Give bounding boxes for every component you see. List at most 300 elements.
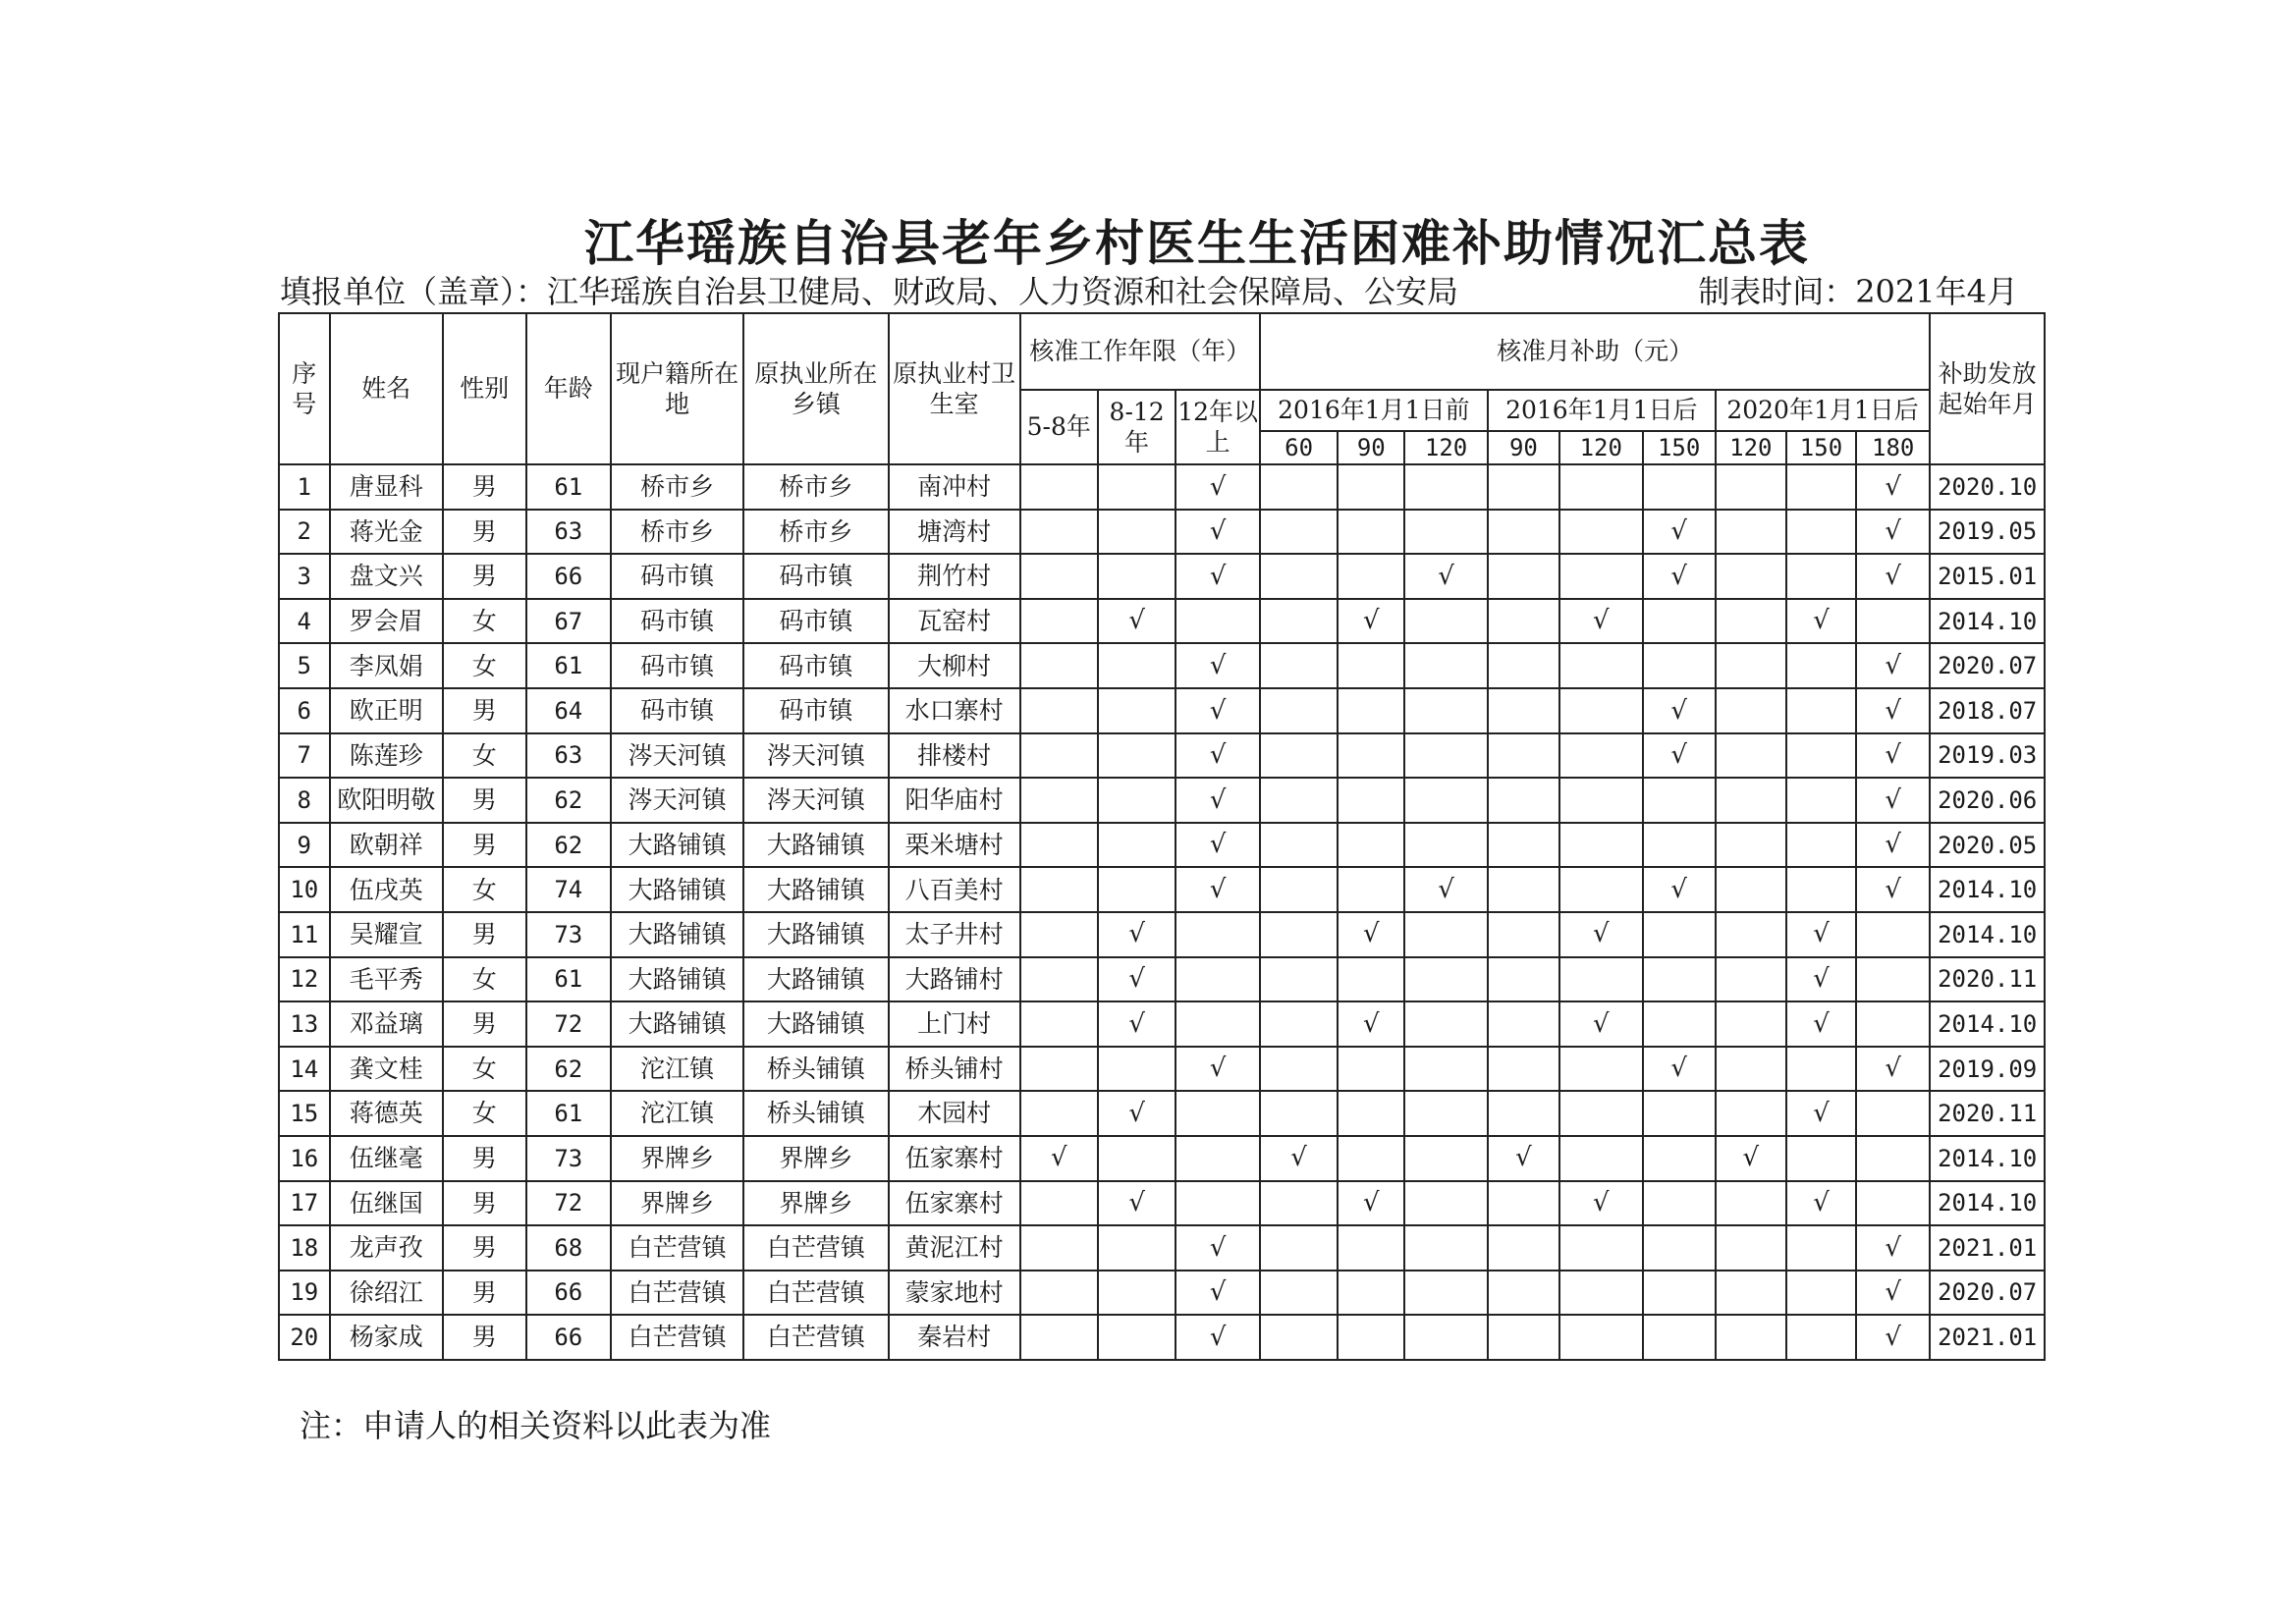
header-amount: 180 [1856,431,1930,464]
check-2016-before [1260,1181,1338,1226]
check-2020-after [1786,1136,1856,1181]
row-name: 李凤娟 [330,643,443,688]
row-start-date: 2019.05 [1930,510,2045,555]
check-2016-before [1404,599,1488,644]
check-2016-after [1559,1136,1643,1181]
row-gender: 男 [443,688,526,733]
reporting-unit: 填报单位（盖章）：江华瑶族自治县卫健局、财政局、人力资源和社会保障局、公安局 [280,273,1459,310]
header-orig-town: 原执业所在乡镇 [743,313,888,464]
check-2020-after: √ [1786,1091,1856,1136]
header-amount: 90 [1488,431,1559,464]
row-name: 毛平秀 [330,957,443,1002]
check-2016-before [1338,1225,1404,1271]
check-2020-after [1716,688,1786,733]
table-row [279,957,2045,1002]
table-row [279,1136,2045,1181]
row-orig-town: 白芒营镇 [743,1271,888,1316]
check-work-years: √ [1175,1225,1260,1271]
check-2016-before [1260,957,1338,1002]
header-wy-8-12: 8-12年 [1098,390,1175,464]
row-start-date: 2020.11 [1930,1091,2045,1136]
check-2016-after [1559,1315,1643,1360]
row-seq: 18 [279,1225,330,1271]
check-2020-after [1786,867,1856,912]
row-start-date: 2014.10 [1930,867,2045,912]
row-start-date: 2020.07 [1930,1271,2045,1316]
row-orig-town: 桥头铺镇 [743,1091,888,1136]
check-2016-before [1404,1091,1488,1136]
row-residence: 沱江镇 [611,1091,743,1136]
check-2020-after: √ [1856,1315,1930,1360]
check-2020-after [1856,1136,1930,1181]
check-work-years: √ [1098,912,1175,957]
check-2020-after: √ [1856,733,1930,779]
table-row [279,1315,2045,1360]
check-2016-after: √ [1643,510,1716,555]
table-row [279,912,2045,957]
check-2016-before: √ [1404,554,1488,599]
row-age: 74 [526,867,612,912]
check-2016-after [1559,867,1643,912]
row-gender: 男 [443,1001,526,1047]
row-orig-clinic: 黄泥江村 [889,1225,1020,1271]
check-2020-after [1856,1181,1930,1226]
row-orig-town: 白芒营镇 [743,1225,888,1271]
check-2016-before [1338,1271,1404,1316]
check-2020-after: √ [1786,1181,1856,1226]
row-orig-clinic: 阳华庙村 [889,778,1020,823]
row-orig-town: 大路铺镇 [743,912,888,957]
row-orig-town: 涔天河镇 [743,778,888,823]
row-name: 邓益璃 [330,1001,443,1047]
header-period-2016-before: 2016年1月1日前 [1260,390,1488,431]
row-orig-town: 码市镇 [743,554,888,599]
check-2016-after: √ [1643,688,1716,733]
check-2020-after [1716,643,1786,688]
check-2016-after [1643,823,1716,868]
row-name: 伍继毫 [330,1136,443,1181]
row-residence: 大路铺镇 [611,912,743,957]
check-2016-before [1260,464,1338,510]
check-2016-before [1260,733,1338,779]
row-residence: 大路铺镇 [611,823,743,868]
check-work-years: √ [1175,464,1260,510]
check-work-years: √ [1175,554,1260,599]
check-work-years [1020,1047,1098,1092]
row-orig-town: 白芒营镇 [743,1315,888,1360]
header-amount: 120 [1404,431,1488,464]
row-gender: 女 [443,733,526,779]
check-2020-after [1716,1001,1786,1047]
check-2016-after [1559,778,1643,823]
check-2016-before [1404,1315,1488,1360]
check-2020-after [1716,778,1786,823]
check-2020-after: √ [1856,1225,1930,1271]
row-seq: 20 [279,1315,330,1360]
row-age: 64 [526,688,612,733]
check-work-years [1020,823,1098,868]
check-2016-before [1260,688,1338,733]
row-orig-town: 界牌乡 [743,1181,888,1226]
check-work-years [1098,1271,1175,1316]
header-gender: 性别 [443,313,526,464]
check-2016-before [1338,1136,1404,1181]
check-2016-after [1488,733,1559,779]
check-work-years: √ [1098,1091,1175,1136]
table-row [279,464,2045,510]
check-2020-after [1716,823,1786,868]
check-2016-after [1643,1136,1716,1181]
check-2020-after: √ [1786,1001,1856,1047]
check-2020-after [1786,1271,1856,1316]
check-work-years [1020,733,1098,779]
row-gender: 男 [443,1315,526,1360]
check-2020-after [1786,554,1856,599]
row-orig-town: 涔天河镇 [743,733,888,779]
check-2016-after [1559,957,1643,1002]
row-name: 欧正明 [330,688,443,733]
row-start-date: 2019.03 [1930,733,2045,779]
row-orig-clinic: 瓦窑村 [889,599,1020,644]
row-residence: 大路铺镇 [611,957,743,1002]
check-work-years [1175,1091,1260,1136]
row-name: 伍继国 [330,1181,443,1226]
check-work-years [1020,688,1098,733]
row-name: 蒋德英 [330,1091,443,1136]
row-start-date: 2014.10 [1930,599,2045,644]
check-work-years [1098,643,1175,688]
table-row [279,510,2045,555]
check-work-years [1020,1225,1098,1271]
check-2020-after: √ [1716,1136,1786,1181]
table-row [279,1225,2045,1271]
row-age: 61 [526,643,612,688]
check-work-years [1098,1136,1175,1181]
row-residence: 界牌乡 [611,1181,743,1226]
row-start-date: 2014.10 [1930,1001,2045,1047]
row-orig-town: 码市镇 [743,688,888,733]
check-work-years [1175,1136,1260,1181]
check-2016-after: √ [1559,1001,1643,1047]
row-name: 吴耀宣 [330,912,443,957]
row-residence: 涔天河镇 [611,733,743,779]
row-seq: 3 [279,554,330,599]
check-2016-after: √ [1559,912,1643,957]
check-2016-before [1260,1315,1338,1360]
row-residence: 码市镇 [611,688,743,733]
row-seq: 14 [279,1047,330,1092]
check-2020-after [1786,823,1856,868]
check-work-years: √ [1175,688,1260,733]
check-work-years [1098,554,1175,599]
check-2020-after: √ [1856,688,1930,733]
document-title: 江华瑶族自治县老年乡村医生生活困难补助情况汇总表 [584,215,1810,272]
check-2020-after [1716,733,1786,779]
row-name: 龚文桂 [330,1047,443,1092]
row-orig-clinic: 秦岩村 [889,1315,1020,1360]
row-age: 66 [526,554,612,599]
check-2016-before [1338,778,1404,823]
check-2020-after [1856,1001,1930,1047]
check-work-years [1098,1047,1175,1092]
check-work-years [1020,643,1098,688]
check-2016-before [1260,823,1338,868]
row-age: 73 [526,1136,612,1181]
check-2020-after [1786,1315,1856,1360]
row-residence: 界牌乡 [611,1136,743,1181]
check-2020-after: √ [1856,823,1930,868]
check-work-years [1020,510,1098,555]
row-seq: 6 [279,688,330,733]
row-orig-town: 大路铺镇 [743,957,888,1002]
table-row [279,733,2045,779]
check-2016-before [1404,1136,1488,1181]
check-2016-before [1260,1225,1338,1271]
check-2016-after: √ [1643,867,1716,912]
row-start-date: 2021.01 [1930,1315,2045,1360]
row-start-date: 2020.07 [1930,643,2045,688]
check-2020-after [1716,599,1786,644]
check-2020-after: √ [1786,599,1856,644]
check-2020-after [1856,1091,1930,1136]
row-seq: 7 [279,733,330,779]
check-2020-after [1786,1047,1856,1092]
row-name: 陈莲珍 [330,733,443,779]
row-name: 罗会眉 [330,599,443,644]
check-2016-after [1559,688,1643,733]
check-2016-before [1338,554,1404,599]
check-work-years: √ [1098,1001,1175,1047]
row-age: 72 [526,1001,612,1047]
check-work-years [1020,1315,1098,1360]
check-2020-after [1716,1225,1786,1271]
check-work-years: √ [1098,599,1175,644]
row-orig-town: 桥市乡 [743,464,888,510]
header-seq: 序号 [279,313,330,464]
row-gender: 男 [443,464,526,510]
check-2016-after [1643,1001,1716,1047]
check-2016-after [1559,464,1643,510]
check-2020-after [1786,1225,1856,1271]
check-2016-before [1260,510,1338,555]
subsidy-summary-table [278,312,2046,1361]
check-2020-after: √ [1856,554,1930,599]
check-2016-after [1643,599,1716,644]
check-2016-after: √ [1643,1047,1716,1092]
row-orig-clinic: 伍家寨村 [889,1181,1020,1226]
row-age: 72 [526,1181,612,1226]
check-2016-before [1404,1181,1488,1226]
row-residence: 白芒营镇 [611,1315,743,1360]
row-start-date: 2014.10 [1930,912,2045,957]
check-2016-before [1404,1225,1488,1271]
check-work-years [1098,733,1175,779]
check-2020-after: √ [1856,1047,1930,1092]
check-2016-before: √ [1338,912,1404,957]
row-age: 61 [526,957,612,1002]
row-gender: 男 [443,1136,526,1181]
check-2016-before [1338,867,1404,912]
footnote: 注：申请人的相关资料以此表为准 [300,1407,772,1444]
check-work-years [1020,957,1098,1002]
check-work-years [1020,1271,1098,1316]
check-2016-before [1338,733,1404,779]
table-body [279,464,2045,1360]
row-age: 61 [526,464,612,510]
row-orig-clinic: 木园村 [889,1091,1020,1136]
check-2020-after [1856,912,1930,957]
check-2016-after [1488,1271,1559,1316]
check-2020-after: √ [1856,1271,1930,1316]
row-gender: 男 [443,554,526,599]
row-age: 63 [526,510,612,555]
row-age: 62 [526,1047,612,1092]
row-name: 伍戌英 [330,867,443,912]
check-2020-after [1716,1047,1786,1092]
row-name: 杨家成 [330,1315,443,1360]
check-work-years [1098,510,1175,555]
check-2016-before [1338,823,1404,868]
row-name: 盘文兴 [330,554,443,599]
row-name: 龙声孜 [330,1225,443,1271]
check-2016-after [1643,1271,1716,1316]
check-2016-before [1404,510,1488,555]
check-2016-after [1559,733,1643,779]
check-work-years: √ [1175,643,1260,688]
check-2020-after [1786,510,1856,555]
check-2016-after [1559,1271,1643,1316]
row-orig-clinic: 八百美村 [889,867,1020,912]
check-work-years: √ [1098,1181,1175,1226]
row-seq: 15 [279,1091,330,1136]
check-2016-after [1488,912,1559,957]
row-orig-clinic: 栗米塘村 [889,823,1020,868]
check-2016-before [1338,1091,1404,1136]
check-2016-after: √ [1488,1136,1559,1181]
check-2016-after [1643,778,1716,823]
check-2020-after [1856,599,1930,644]
row-name: 蒋光金 [330,510,443,555]
row-age: 63 [526,733,612,779]
check-2016-after [1488,1091,1559,1136]
row-orig-clinic: 水口寨村 [889,688,1020,733]
row-residence: 码市镇 [611,643,743,688]
check-2016-after [1643,957,1716,1002]
row-age: 73 [526,912,612,957]
check-2016-before [1260,912,1338,957]
check-2016-after [1559,1047,1643,1092]
row-seq: 13 [279,1001,330,1047]
row-seq: 5 [279,643,330,688]
check-work-years [1020,464,1098,510]
check-2016-after [1559,643,1643,688]
row-gender: 男 [443,510,526,555]
check-2016-before [1260,1001,1338,1047]
check-2020-after [1856,957,1930,1002]
check-2020-after [1716,1091,1786,1136]
check-2016-after [1488,1225,1559,1271]
header-name: 姓名 [330,313,443,464]
check-work-years: √ [1175,1315,1260,1360]
check-work-years [1020,778,1098,823]
row-residence: 白芒营镇 [611,1271,743,1316]
row-age: 62 [526,778,612,823]
row-residence: 大路铺镇 [611,867,743,912]
check-work-years: √ [1175,867,1260,912]
row-residence: 白芒营镇 [611,1225,743,1271]
check-2020-after: √ [1786,912,1856,957]
check-work-years [1020,912,1098,957]
check-work-years [1020,1001,1098,1047]
check-2016-after [1488,643,1559,688]
row-start-date: 2021.01 [1930,1225,2045,1271]
row-name: 徐绍江 [330,1271,443,1316]
row-orig-clinic: 伍家寨村 [889,1136,1020,1181]
check-work-years [1098,1315,1175,1360]
check-2020-after: √ [1856,510,1930,555]
check-2016-after [1643,1225,1716,1271]
row-orig-town: 界牌乡 [743,1136,888,1181]
check-2020-after [1716,912,1786,957]
table-row [279,1091,2045,1136]
check-2016-before: √ [1260,1136,1338,1181]
check-2016-after [1643,464,1716,510]
row-gender: 女 [443,957,526,1002]
row-start-date: 2015.01 [1930,554,2045,599]
check-2020-after [1716,867,1786,912]
report-date: 制表时间：2021年4月 [1698,273,2018,310]
row-orig-clinic: 蒙家地村 [889,1271,1020,1316]
check-2020-after [1716,1181,1786,1226]
check-work-years: √ [1175,1271,1260,1316]
check-2016-before [1260,1271,1338,1316]
row-orig-town: 大路铺镇 [743,1001,888,1047]
table-row [279,1047,2045,1092]
check-work-years [1175,912,1260,957]
check-2016-before [1404,1047,1488,1092]
row-orig-clinic: 荆竹村 [889,554,1020,599]
check-2016-after [1488,957,1559,1002]
check-2016-before [1404,643,1488,688]
header-wy-12-plus: 12年以上 [1175,390,1260,464]
row-start-date: 2020.05 [1930,823,2045,868]
check-work-years [1175,1001,1260,1047]
check-2016-after: √ [1559,599,1643,644]
check-2016-after [1488,778,1559,823]
table-row [279,867,2045,912]
check-2016-after [1559,1225,1643,1271]
check-2016-before [1338,688,1404,733]
row-gender: 女 [443,643,526,688]
check-2020-after [1786,733,1856,779]
row-orig-clinic: 上门村 [889,1001,1020,1047]
row-orig-clinic: 塘湾村 [889,510,1020,555]
check-work-years [1098,464,1175,510]
row-residence: 码市镇 [611,554,743,599]
check-work-years [1098,823,1175,868]
check-work-years [1098,778,1175,823]
row-seq: 19 [279,1271,330,1316]
check-2016-before [1338,464,1404,510]
check-2016-before [1260,778,1338,823]
row-orig-town: 桥市乡 [743,510,888,555]
check-2020-after [1786,688,1856,733]
check-2020-after: √ [1786,957,1856,1002]
row-seq: 1 [279,464,330,510]
header-period-2016-after: 2016年1月1日后 [1488,390,1716,431]
table-row [279,688,2045,733]
row-name: 欧阳明敬 [330,778,443,823]
